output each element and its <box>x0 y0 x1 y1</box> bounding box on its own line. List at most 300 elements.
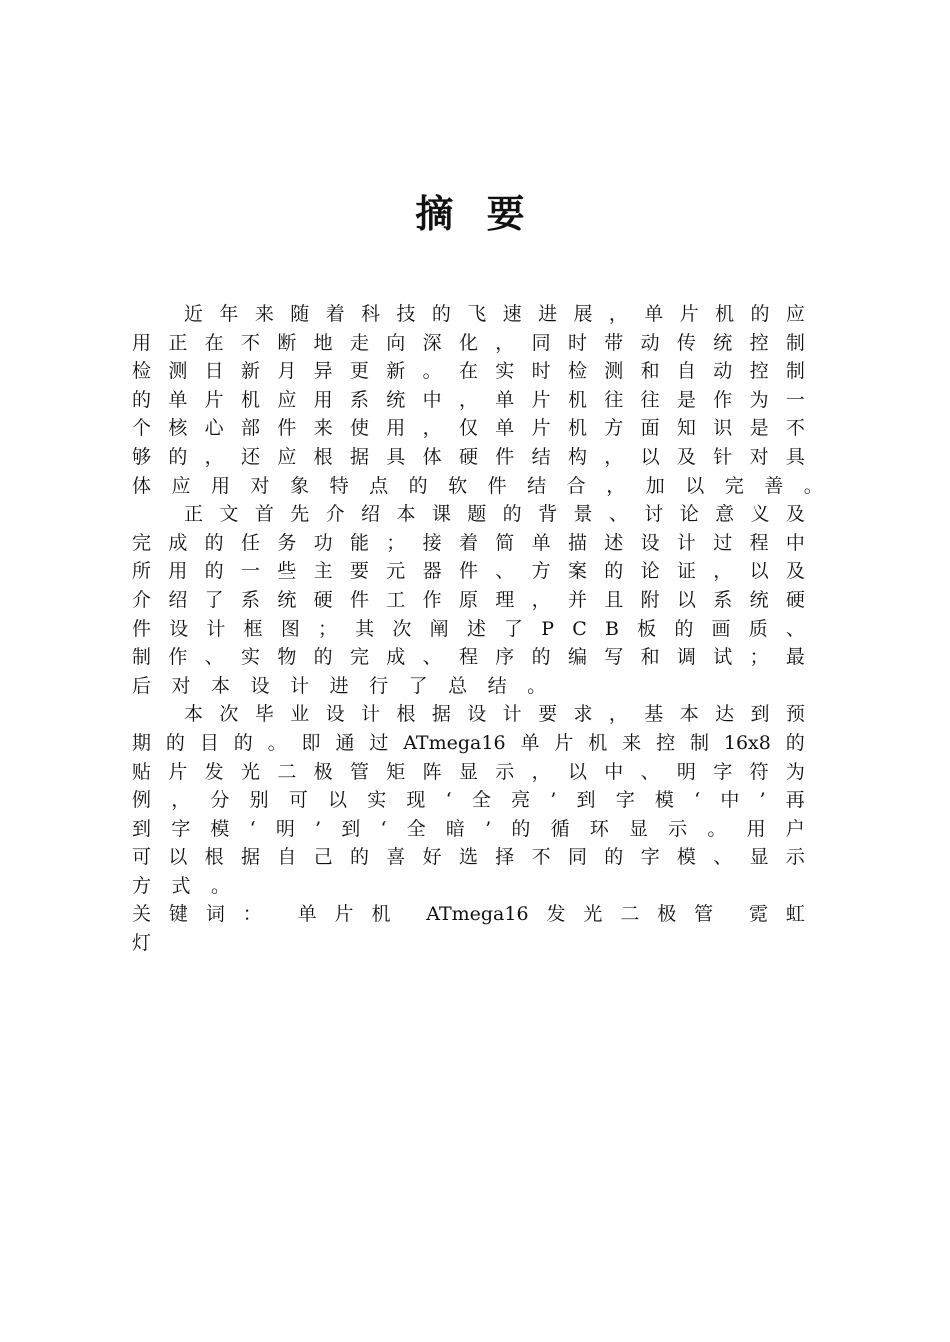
text-token: 中 <box>604 760 624 783</box>
text-token: 计 <box>502 703 522 726</box>
text-token: 应 <box>277 445 297 468</box>
text-token: 断 <box>277 331 297 354</box>
text-token: 的 <box>204 531 224 554</box>
text-token: 中 <box>785 531 805 554</box>
text-token: 的 <box>511 817 531 840</box>
text-token: ’ <box>759 789 766 812</box>
text-token: 的 <box>531 646 551 669</box>
text-token: ATmega16 <box>426 903 529 926</box>
text-token: 根 <box>204 846 224 869</box>
text-token: 进 <box>538 303 558 325</box>
text-token: 贴 <box>132 760 152 783</box>
text-token: 根 <box>396 703 416 726</box>
text-token: 显 <box>458 760 478 783</box>
text-token: 序 <box>495 646 515 669</box>
text-token: 片 <box>679 303 699 325</box>
text-token: 飞 <box>467 303 487 325</box>
text-token: 示 <box>668 817 688 840</box>
text-token: 向 <box>386 331 406 354</box>
text-token: 可 <box>288 789 308 812</box>
text-token: 工 <box>386 588 406 611</box>
text-token: 以 <box>168 846 188 869</box>
text-token: 要 <box>538 703 558 726</box>
text-token: 的 <box>750 303 770 325</box>
text-token: 暗 <box>445 817 465 840</box>
text-token: 阐 <box>429 617 449 640</box>
text-token: 着 <box>458 531 478 554</box>
abstract-body <box>132 300 823 958</box>
text-token: 硬 <box>313 588 333 611</box>
text-token: 主 <box>313 560 333 583</box>
text-token: 霓 <box>748 903 768 926</box>
text-token: 能 <box>349 531 369 554</box>
text-line <box>132 872 805 901</box>
text-token: 总 <box>448 674 468 697</box>
text-token: 写 <box>604 646 624 669</box>
text-token: 明 <box>676 760 696 783</box>
text-token: 片 <box>334 903 354 926</box>
text-token: 讨 <box>644 503 664 526</box>
text-token: 显 <box>749 846 769 869</box>
text-token: 的 <box>349 846 369 869</box>
text-token: 统 <box>713 331 733 354</box>
text-token: 文 <box>219 503 239 526</box>
text-token: 最 <box>785 646 805 669</box>
text-token: 和 <box>640 360 660 383</box>
text-token: 不 <box>240 331 260 354</box>
text-token: 求 <box>573 703 593 726</box>
text-token: 往 <box>604 388 624 411</box>
text-token: 更 <box>349 360 369 383</box>
text-token: 后 <box>132 674 152 697</box>
text-line <box>132 729 805 758</box>
text-token: 、 <box>422 646 442 669</box>
text-token: 片 <box>531 388 551 411</box>
text-token: 所 <box>132 560 152 583</box>
text-token: 加 <box>645 474 665 497</box>
text-token: 。 <box>422 360 442 383</box>
text-token: 是 <box>676 388 696 411</box>
text-token: 的 <box>604 846 624 869</box>
text-token: 毕 <box>254 703 274 726</box>
text-token: 明 <box>275 817 295 840</box>
text-line <box>132 500 805 529</box>
text-token: 先 <box>290 503 310 526</box>
text-token: 显 <box>628 817 648 840</box>
text-token: 了 <box>408 674 428 697</box>
text-token: 构 <box>567 445 587 468</box>
text-token: 对 <box>749 445 769 468</box>
text-token: 合 <box>566 474 586 497</box>
text-token: ‘ <box>249 817 256 840</box>
text-token: 用 <box>132 331 152 354</box>
text-token: 特 <box>329 474 349 497</box>
text-token: 的 <box>168 445 188 468</box>
text-line <box>132 900 805 929</box>
text-token: 喜 <box>386 846 406 869</box>
text-token: 、 <box>204 646 224 669</box>
text-token: 。 <box>527 674 547 697</box>
text-token: ， <box>531 760 551 783</box>
text-token: 具 <box>386 445 406 468</box>
text-token: 户 <box>785 817 805 840</box>
text-token: ， <box>204 445 224 468</box>
text-token: 检 <box>132 360 152 383</box>
text-token: 循 <box>550 817 570 840</box>
text-token: 全 <box>471 789 491 812</box>
text-line <box>132 615 805 644</box>
text-token: 据 <box>431 703 451 726</box>
text-token: 为 <box>749 388 769 411</box>
text-token: 述 <box>466 617 486 640</box>
text-token: 机 <box>567 417 587 440</box>
text-token: 设 <box>467 703 487 726</box>
text-line <box>132 700 805 729</box>
text-token: 板 <box>637 617 657 640</box>
text-token: 期 <box>132 731 152 754</box>
text-token: ’ <box>485 817 492 840</box>
text-token: 中 <box>720 789 740 812</box>
text-token: 单 <box>520 731 540 754</box>
text-line <box>132 300 805 329</box>
text-token: 的 <box>674 617 694 640</box>
text-token: 一 <box>240 560 260 583</box>
text-token: 制 <box>132 646 152 669</box>
text-token: 单 <box>531 531 551 554</box>
text-token: 机 <box>371 903 391 926</box>
text-token: 同 <box>567 846 587 869</box>
text-token: 作 <box>168 646 188 669</box>
text-line <box>132 329 805 358</box>
text-token: 自 <box>277 846 297 869</box>
text-token: 结 <box>527 474 547 497</box>
text-token: 绍 <box>361 503 381 526</box>
text-token: 任 <box>240 531 260 554</box>
text-token: 的 <box>604 560 624 583</box>
text-token: 用 <box>211 474 231 497</box>
text-token: 了 <box>504 617 524 640</box>
text-token: 灯 <box>132 932 152 955</box>
text-token: 机 <box>567 388 587 411</box>
text-token: 编 <box>567 646 587 669</box>
text-token: 成 <box>386 646 406 669</box>
text-token: 简 <box>495 531 515 554</box>
text-token: 次 <box>392 617 412 640</box>
text-token: 光 <box>583 903 603 926</box>
text-token: 件 <box>458 560 478 583</box>
text-token: 片 <box>168 760 188 783</box>
text-token: 制 <box>785 331 805 354</box>
text-token: 以 <box>328 789 348 812</box>
text-line <box>132 414 805 443</box>
text-token: 原 <box>458 588 478 611</box>
text-token: 测 <box>604 360 624 383</box>
text-line <box>132 643 805 672</box>
text-token: 背 <box>538 503 558 526</box>
text-token: 同 <box>531 331 551 354</box>
text-token: 并 <box>567 588 587 611</box>
text-token: 善 <box>764 474 784 497</box>
text-token: 科 <box>361 303 381 325</box>
text-token: ， <box>422 417 442 440</box>
text-token: 物 <box>277 646 297 669</box>
text-token: 介 <box>325 503 345 526</box>
text-token: 完 <box>132 531 152 554</box>
text-token: 的 <box>502 503 522 526</box>
text-token: 对 <box>171 674 191 697</box>
text-token: 速 <box>502 303 522 325</box>
text-token: ‘ <box>380 817 387 840</box>
text-token: 模 <box>676 846 696 869</box>
text-token: 基 <box>644 703 664 726</box>
text-token: 时 <box>531 360 551 383</box>
text-token: 计 <box>206 617 226 640</box>
text-token: 实 <box>367 789 387 812</box>
text-token: 些 <box>277 560 297 583</box>
text-token: B <box>604 617 619 640</box>
text-token: 设 <box>640 531 660 554</box>
text-token: 案 <box>567 560 587 583</box>
text-token: 不 <box>785 417 805 440</box>
text-token: 环 <box>589 817 609 840</box>
text-token: 且 <box>604 588 624 611</box>
text-token: 分 <box>210 789 230 812</box>
text-line <box>132 386 805 415</box>
text-token: 。 <box>267 731 287 754</box>
text-token: 。 <box>211 874 231 897</box>
text-token: 首 <box>254 503 274 526</box>
text-token: 以 <box>685 474 705 497</box>
text-line <box>132 557 805 586</box>
text-token: 的 <box>408 474 428 497</box>
text-token: ； <box>386 531 406 554</box>
text-token: 对 <box>250 474 270 497</box>
text-token: 到 <box>576 789 596 812</box>
text-token: 硬 <box>785 588 805 611</box>
text-token: 课 <box>431 503 451 526</box>
text-token: 本 <box>396 503 416 526</box>
text-token: 来 <box>622 731 642 754</box>
text-token: 过 <box>713 531 733 554</box>
text-token: ATmega16 <box>403 731 506 754</box>
text-token: 个 <box>132 417 152 440</box>
text-token: 还 <box>240 445 260 468</box>
text-token: 键 <box>168 903 188 926</box>
text-token: 软 <box>448 474 468 497</box>
text-token: 控 <box>749 331 769 354</box>
text-token: 可 <box>132 846 152 869</box>
text-token: 本 <box>211 674 231 697</box>
text-token: 单 <box>495 417 515 440</box>
text-token: 理 <box>495 588 515 611</box>
text-token: 仅 <box>458 417 478 440</box>
text-token: 统 <box>749 588 769 611</box>
text-token: 管 <box>694 903 714 926</box>
text-token: 本 <box>184 703 204 726</box>
text-token: 随 <box>290 303 310 325</box>
text-token: 不 <box>531 846 551 869</box>
text-line <box>132 357 805 386</box>
text-token: 根 <box>313 445 333 468</box>
text-token: 试 <box>713 646 733 669</box>
text-token: 件 <box>349 588 369 611</box>
text-token: 正 <box>168 331 188 354</box>
text-token: 片 <box>554 731 574 754</box>
text-token: 计 <box>676 531 696 554</box>
text-token: 硬 <box>458 445 478 468</box>
text-line <box>132 672 805 701</box>
text-token: 知 <box>676 417 696 440</box>
text-token: ： <box>242 903 262 926</box>
text-token: 16x8 <box>723 731 771 754</box>
text-token: 象 <box>290 474 310 497</box>
text-token: 器 <box>422 560 442 583</box>
text-token: 用 <box>313 388 333 411</box>
text-token: ， <box>713 560 733 583</box>
text-token: 阵 <box>422 760 442 783</box>
text-token: 式 <box>171 874 191 897</box>
text-token: 面 <box>640 417 660 440</box>
text-token: 到 <box>341 817 361 840</box>
page-title: 摘 要 <box>415 191 535 236</box>
text-token: 片 <box>204 388 224 411</box>
text-token: 展 <box>573 303 593 325</box>
text-token: 近 <box>184 303 204 325</box>
text-line <box>132 843 805 872</box>
text-token: 字 <box>713 760 733 783</box>
text-token: 体 <box>132 474 152 497</box>
text-token: 日 <box>204 360 224 383</box>
text-token: 本 <box>679 703 699 726</box>
text-token: 机 <box>240 388 260 411</box>
text-token: C <box>572 617 587 640</box>
text-token: 符 <box>749 760 769 783</box>
text-token: 动 <box>640 331 660 354</box>
text-token: 为 <box>785 760 805 783</box>
text-token: 二 <box>620 903 640 926</box>
text-token: 及 <box>676 445 696 468</box>
text-token: 过 <box>369 731 389 754</box>
text-token: 全 <box>406 817 426 840</box>
text-token: 字 <box>640 846 660 869</box>
text-token: 计 <box>361 703 381 726</box>
text-token: 统 <box>277 588 297 611</box>
text-token: 。 <box>707 817 727 840</box>
text-token: 够 <box>132 445 152 468</box>
text-token: 在 <box>204 331 224 354</box>
text-token: 使 <box>349 417 369 440</box>
text-token: 完 <box>349 646 369 669</box>
text-token: 的 <box>233 731 253 754</box>
text-token: 管 <box>349 760 369 783</box>
text-token: 要 <box>349 560 369 583</box>
text-token: 及 <box>785 560 805 583</box>
text-token: 传 <box>676 331 696 354</box>
text-token: 在 <box>458 360 478 383</box>
text-token: 应 <box>785 303 805 325</box>
text-token: 模 <box>654 789 674 812</box>
text-line <box>132 929 805 958</box>
text-token: 据 <box>240 846 260 869</box>
text-token: 论 <box>640 560 660 583</box>
text-token: 方 <box>604 417 624 440</box>
text-token: 应 <box>171 474 191 497</box>
text-token: ’ <box>550 789 557 812</box>
text-token: 、 <box>608 503 628 526</box>
text-token: 的 <box>132 388 152 411</box>
text-token: 异 <box>313 360 333 383</box>
text-token: ， <box>604 445 624 468</box>
text-token: 据 <box>349 445 369 468</box>
text-token: ， <box>606 474 626 497</box>
text-token: 核 <box>168 417 188 440</box>
text-token: 行 <box>369 674 389 697</box>
text-token: 用 <box>746 817 766 840</box>
text-token: 关 <box>132 903 152 926</box>
text-token: 发 <box>546 903 566 926</box>
text-token: 程 <box>749 531 769 554</box>
text-token: 题 <box>467 503 487 526</box>
text-token: 计 <box>290 674 310 697</box>
text-token: 二 <box>277 760 297 783</box>
text-token: 检 <box>567 360 587 383</box>
text-token: 控 <box>656 731 676 754</box>
text-token: 选 <box>458 846 478 869</box>
text-token: 正 <box>184 503 204 526</box>
text-token: 质 <box>748 617 768 640</box>
text-token: 证 <box>676 560 696 583</box>
text-token: 地 <box>313 331 333 354</box>
text-token: 年 <box>219 303 239 325</box>
text-token: 附 <box>640 588 660 611</box>
text-token: 以 <box>676 588 696 611</box>
text-token: 极 <box>313 760 333 783</box>
text-token: 、 <box>640 760 660 783</box>
text-token: 目 <box>199 731 219 754</box>
text-token: 是 <box>749 417 769 440</box>
text-line <box>132 529 805 558</box>
text-token: 识 <box>713 417 733 440</box>
text-token: 单 <box>297 903 317 926</box>
text-token: 次 <box>219 703 239 726</box>
text-token: 往 <box>640 388 660 411</box>
text-token: P <box>541 617 555 640</box>
text-token: 应 <box>277 388 297 411</box>
text-token: 义 <box>750 503 770 526</box>
text-token: 来 <box>313 417 333 440</box>
text-token: 制 <box>689 731 709 754</box>
text-token: 方 <box>531 560 551 583</box>
text-token: ‘ <box>694 789 701 812</box>
text-token: 再 <box>785 789 805 812</box>
text-token: 方 <box>132 874 152 897</box>
text-token: 景 <box>573 503 593 526</box>
text-token: 自 <box>676 360 696 383</box>
text-token: 一 <box>785 388 805 411</box>
text-token: 的 <box>431 303 451 325</box>
text-token: 示 <box>495 760 515 783</box>
text-token: 其 <box>355 617 375 640</box>
text-token: 点 <box>369 474 389 497</box>
text-token: 和 <box>640 646 660 669</box>
text-token: 到 <box>132 817 152 840</box>
text-token: 现 <box>406 789 426 812</box>
text-token: 化 <box>458 331 478 354</box>
text-token: 述 <box>604 531 624 554</box>
text-token: 件 <box>487 474 507 497</box>
text-token: 系 <box>713 588 733 611</box>
text-token: 词 <box>205 903 225 926</box>
